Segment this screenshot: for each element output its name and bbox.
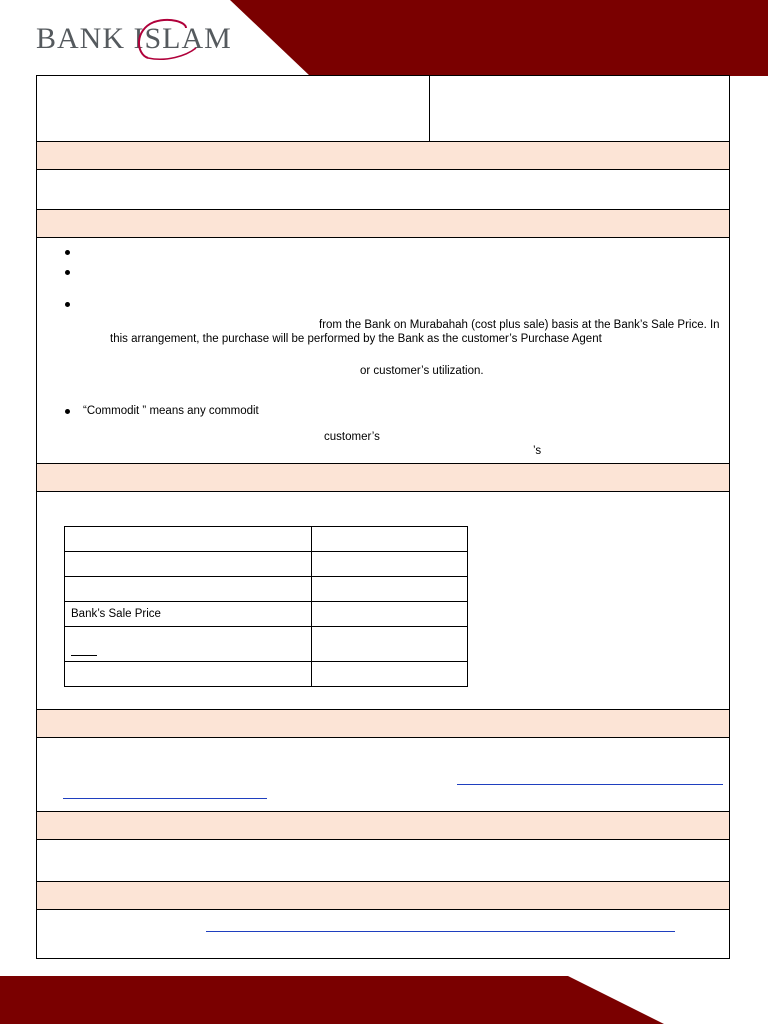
- bullet-4: [65, 409, 70, 414]
- table-cell-label: [65, 552, 312, 577]
- table-row: [65, 577, 468, 602]
- section-body-6: [37, 910, 729, 958]
- definition-purchase-agent: this arrangement, the purchase will be performed by the Bank as the customer’s Purchase Agent: [110, 333, 602, 345]
- hyperlink-underline-1[interactable]: [457, 784, 723, 785]
- bullet-3: [65, 302, 70, 307]
- table-row: [65, 662, 468, 687]
- underline-mark: [71, 655, 97, 656]
- definition-murabahah: from the Bank on Murabahah (cost plus sale) basis at the Bank’s Sale Price. In: [319, 319, 720, 331]
- bullet-2: [65, 270, 70, 275]
- sale-price-value: [312, 602, 468, 627]
- definition-commodity: “Commodit ” means any commodit: [83, 405, 259, 417]
- table-cell-value: [312, 627, 468, 662]
- table-row: [65, 602, 468, 627]
- table-cell-value: [312, 662, 468, 687]
- table-row: [65, 527, 468, 552]
- table-cell-label: [65, 627, 312, 662]
- section-band-1: [37, 141, 729, 170]
- bank-islam-logo: [36, 18, 236, 62]
- section-band-6: [37, 881, 729, 910]
- document-form: [36, 75, 730, 959]
- definition-customers: customer’s: [324, 431, 380, 443]
- table-row: [65, 552, 468, 577]
- header-info-divider: [429, 76, 430, 141]
- definition-utilization: or customer’s utilization.: [360, 365, 484, 377]
- logo-swoosh-icon: [36, 18, 236, 62]
- table-cell-label: [65, 527, 312, 552]
- section-band-5: [37, 811, 729, 840]
- footer-band: [0, 976, 768, 1024]
- sale-price-label: Bank’s Sale Price: [65, 602, 312, 627]
- hyperlink-underline-2[interactable]: [63, 798, 267, 799]
- section-body-2: [37, 238, 729, 463]
- section-body-4: [37, 738, 729, 812]
- table-cell-label: [65, 662, 312, 687]
- section-body-5: [37, 840, 729, 882]
- section-band-3: [37, 463, 729, 492]
- section-band-4: [37, 709, 729, 738]
- bullet-1: [65, 250, 70, 255]
- section-band-2: [37, 209, 729, 238]
- table-row: [65, 627, 468, 662]
- table-cell-value: [312, 527, 468, 552]
- price-table: [64, 526, 468, 687]
- section-body-1: [37, 170, 729, 210]
- table-cell-value: [312, 577, 468, 602]
- header-info-row: [37, 76, 729, 142]
- table-cell-value: [312, 552, 468, 577]
- table-cell-label: [65, 577, 312, 602]
- definition-apostrophe-s: ’s: [533, 445, 542, 457]
- logo-text: BANK ISLAM: [36, 22, 232, 55]
- hyperlink-underline-3[interactable]: [206, 931, 675, 932]
